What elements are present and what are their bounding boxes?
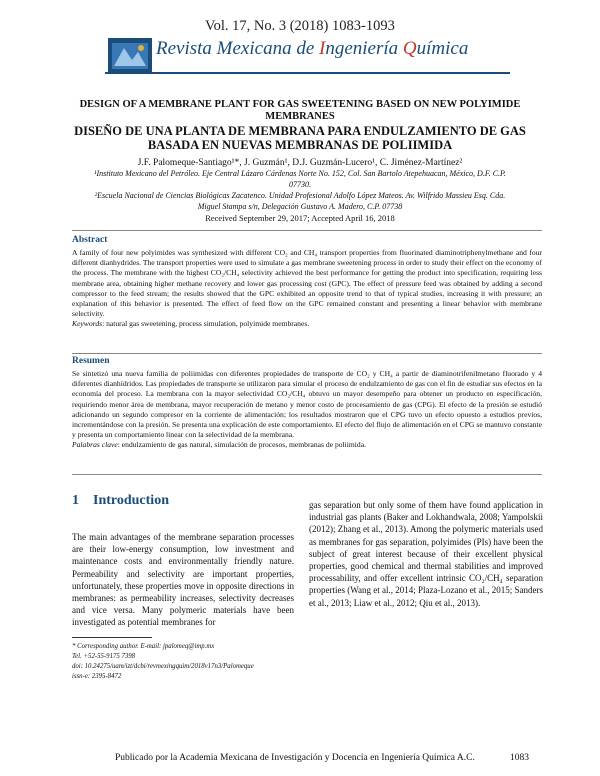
received-dates: Received September 29, 2017; Accepted April 16, 2018 [205,213,395,223]
resumen-keywords-label: Palabras clave [72,440,118,450]
header-rule [105,72,510,74]
footnote-doi: doi: 10.24275/uam/izt/dcbi/revmexingquim/2018v17n3/Palomeque [72,663,254,670]
resumen-keywords: : endulzamiento de gas natural, simulación de procesos, membranas de poliimida. [117,440,366,450]
footnote-issn: issn-e: 2395-8472 [72,673,122,680]
affiliation-1: ¹Instituto Mexicano del Petróleo. Eje Central Lázaro Cárdenas Norte No. 152, Col. San Bartolo Atepehuacan, México, D.F. C.P. 07730. [94,169,506,189]
journal-logo [108,38,152,74]
section-heading-introduction: 1 Introduction [72,493,169,508]
title-spanish: DISEÑO DE UNA PLANTA DE MEMBRANA PARA ENDULZAMIENTO DE GAS BASADA EN NUEVAS MEMBRANAS DE POLIIMIDA [74,124,526,152]
volume-info: Vol. 17, No. 3 (2018) 1083-1093 [205,18,395,34]
footnote-tel: Tel. +52-55-9175 7398 [72,653,136,660]
resumen-bottom-rule [72,474,542,475]
title-english: DESIGN OF A MEMBRANE PLANT FOR GAS SWEETENING BASED ON NEW POLYIMIDE MEMBRANES [79,99,521,122]
abstract-bottom-rule [72,353,542,354]
abstract-top-rule [72,230,542,231]
journal-title: Revista Mexicana de Ingeniería Química [156,38,469,59]
intro-right-column: gas separation but only some of them have found application in industrial gas plants (Baker and Lokhandwala, 2008; Yampolskii (2012); Zhang et al., 2013). Among the polymeric materials used as membranes for gas separation, polyimides (PIs) have been the subject of great interest because of their excellent physical properties, good chemical and thermal stabilities and improved processability, and offer excellent intrinsic CO₂/CH₄ separation properties (Wang et al., 2014; Plaza-Lozano et al., 2015; Sanders et al., 2013; Liaw et al., 2012; Qiu et al., 2013). [309,500,543,608]
abstract-body [72,248,542,330]
page-footer: Publicado por la Academia Mexicana de Investigación y Docencia en Ingeniería Química A.C. [115,753,475,763]
abstract-heading: Abstract [72,235,108,245]
abstract-keywords-label: Keywords [72,319,103,329]
resumen-heading: Resumen [72,356,110,366]
intro-left-column: The main advantages of the membrane separation processes are their low-energy consumption, low investment and maintenance costs and environmentally friendly nature. Permeability and selectivity are important properties, unfortunately, these properties move in opposite directions in membranes: as permeability increases, selectivity decreases and vice versa. Many polymeric materials have been investigated as potential membranes for [72,532,294,628]
resumen-text: Se sintetizó una nueva familia de poliimidas con diferentes propiedades de transporte de CO₂ y CH₄ a partir de diaminotrifenilmetano fluorado y 4 diferentes dianhídridos. Las propiedades de transporte se utilizaron para simular el proceso de endulzamiento de gas con el fin de estudiar sus efectos en la economía del proceso. La membrana con la mayor selectividad CO₂/CH₄ obtuvo un mayor desempeño para obtener un producto en especificación, requiriendo menor área de membrana, mayor recuperación de metano y menor costo de procesamiento de gas (CPG). El efecto de la presión se estudió adicionando un segundo compresor en la corriente de alimentación; los resultados mostraron que el CPG tuvo un efecto opuesto a estudios previos, incrementándose con la presión. Se presenta una explicación de este comportamiento. El efecto del flujo de alimentación en el CPG se mantuvo constante y presenta un comportamiento linear con la selectividad de la membrana. [72,369,543,440]
footnote-corresponding: * Corresponding author. E-mail: jpalomeq@imp.mx [72,643,215,650]
footnote-rule [72,637,152,638]
authors: J.F. Palomeque-Santiago¹*, J. Guzmán¹, D.J. Guzmán-Lucero¹, C. Jiménez-Martínez² [137,158,463,168]
abstract-keywords: : natural gas sweetening, process simulation, polyimide membranes. [102,319,310,329]
resumen-body [72,369,542,451]
page-number: 1083 [510,753,529,763]
affiliation-2: ²Escuela Nacional de Ciencias Biológicas Zacatenco. Unidad Profesional Adolfo López Mateos. Av. Wilfrido Massieu Esq. Cda. Miguel Stampa s/n, Delegación Gustavo A. Madero, C.P. 07738 [94,191,506,211]
abstract-text: A family of four new polyimides was synthesized with different CO₂ and CH₄ transport properties from fluorinated diaminotriphenylmethane and four different dianhydrides. The transport properties were used to simulate a gas membrane sweetening process in order to study their effect on the economy of the process. The membrane with the highest CO₂/CH₄ selectivity achieved the best performance for getting the product into specification, requiring less membrane area, obtaining higher methane recovery and lower gas processing cost (GPC). The effect of pressure feed was obtained by adding a second compressor to the feed stream; the results showed that the GPC exhibited an opposite trend to that of typical studies, increasing it with pressure; an explanation of this behavior is presented. The effect of feed flow on the GPC remained constant and presenting a linear behavior with membrane selectivity. [72,248,542,319]
